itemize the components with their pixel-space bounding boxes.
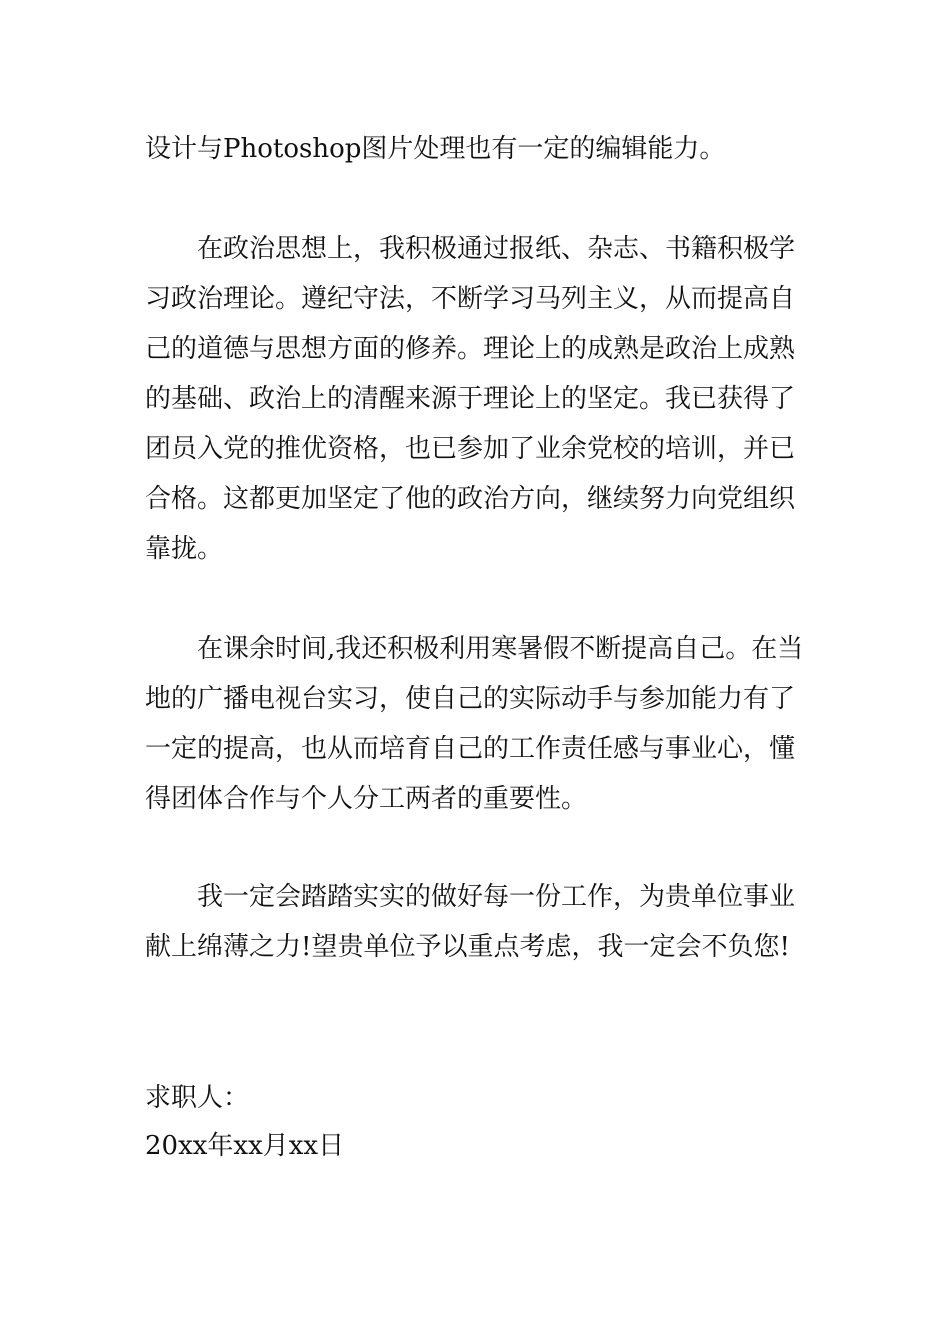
spare-time-line-4: 得团体合作与个人分工两者的重要性。 (145, 784, 588, 814)
spare-time-line-2: 地的广播电视台实习，使自己的实际动手与参加能力有了 (145, 684, 796, 714)
spare-time-line-1: 在课余时间,我还积极利用寒暑假不断提高自己。在当 (197, 634, 804, 664)
closing-line-1: 我一定会踏踏实实的做好每一份工作，为贵单位事业 (197, 882, 796, 912)
spare-time-line-3: 一定的提高，也从而培育自己的工作责任感与事业心，懂 (145, 734, 796, 764)
intro-tail-line: 设计与Photoshop图片处理也有一定的编辑能力。 (145, 134, 726, 164)
closing-line-2: 献上绵薄之力!望贵单位予以重点考虑，我一定会不负您! (145, 932, 790, 962)
politics-line-4: 的基础、政治上的清醒来源于理论上的坚定。我已获得了 (145, 384, 796, 414)
politics-line-5: 团员入党的推优资格，也已参加了业余党校的培训，并已 (145, 434, 796, 464)
politics-line-7: 靠拢。 (145, 534, 224, 564)
politics-line-3: 己的道德与思想方面的修养。理论上的成熟是政治上成熟 (145, 334, 796, 364)
politics-line-6: 合格。这都更加坚定了他的政治方向，继续努力向党组织 (145, 484, 796, 514)
politics-line-1: 在政治思想上，我积极通过报纸、杂志、书籍积极学 (197, 234, 796, 264)
politics-line-2: 习政治理论。遵纪守法，不断学习马列主义，从而提高自 (145, 284, 796, 314)
signature-label: 求职人： (145, 1083, 250, 1113)
date-line: 20xx年xx月xx日 (145, 1131, 345, 1161)
